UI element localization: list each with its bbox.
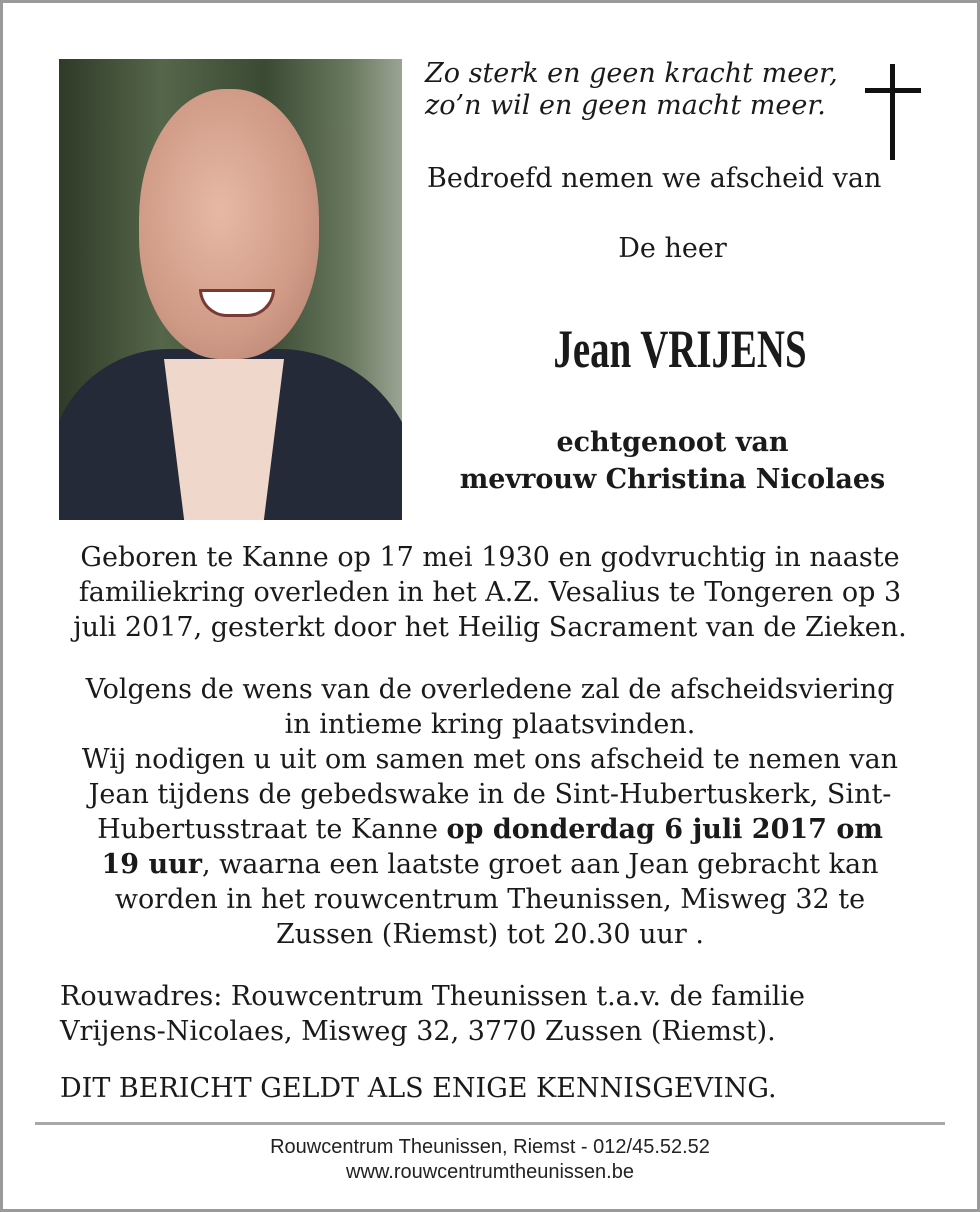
divider (35, 1122, 945, 1125)
paragraph-line: in intieme kring plaatsvinden. (284, 709, 696, 740)
spouse-text (420, 424, 925, 498)
paragraph-line: Wij nodigen u uit om samen met ons afscheid te nemen van (81, 744, 899, 775)
quote-line: Zo sterk en geen kracht meer, (425, 58, 838, 89)
portrait-photo (59, 59, 402, 520)
ceremony-paragraph (40, 672, 940, 952)
cross-icon (865, 64, 921, 160)
spouse-line: mevrouw Christina Nicolaes (459, 464, 886, 495)
notice-text: DIT BERICHT GELDT ALS ENIGE KENNISGEVING. (60, 1073, 777, 1104)
paragraph-line: Zussen (Riemst) tot 20.30 uur . (276, 919, 704, 950)
funeral-home-website[interactable]: www.rouwcentrumtheunissen.be (346, 1161, 634, 1183)
intro-text: Bedroefd nemen we afscheid van (427, 163, 882, 194)
paragraph-line (40, 847, 940, 882)
ceremony-time: 19 uur (101, 849, 202, 880)
address-line: Vrijens-Nicolaes, Misweg 32, 3770 Zussen (Riemst). (60, 1016, 776, 1047)
memorial-quote (425, 58, 838, 122)
text: Hubertusstraat te Kanne (97, 814, 447, 845)
paragraph-line: worden in het rouwcentrum Theunissen, Misweg 32 te (114, 884, 866, 915)
spouse-line: echtgenoot van (556, 427, 789, 458)
quote-line: zo’n wil en geen macht meer. (425, 90, 826, 121)
paragraph-line: juli 2017, gesterkt door het Heilig Sacrament van de Zieken. (73, 612, 907, 643)
title-text: De heer (618, 233, 727, 264)
paragraph-line: Jean tijdens de gebedswake in de Sint-Hubertuskerk, Sint- (88, 779, 892, 810)
footer (0, 1135, 980, 1185)
paragraph-line (40, 812, 940, 847)
mourning-address (60, 979, 805, 1049)
paragraph-line: Volgens de wens van de overledene zal de afscheidsviering (85, 674, 895, 705)
paragraph-line: Geboren te Kanne op 17 mei 1930 en godvruchtig in naaste (80, 542, 900, 573)
funeral-home-contact: Rouwcentrum Theunissen, Riemst - 012/45.52.52 (270, 1136, 710, 1158)
address-line: Rouwadres: Rouwcentrum Theunissen t.a.v. de familie (60, 981, 805, 1012)
ceremony-date: op donderdag 6 juli 2017 om (446, 814, 883, 845)
deceased-name: Jean VRIJENS (553, 319, 807, 379)
paragraph-line: familiekring overleden in het A.Z. Vesalius te Tongeren op 3 (78, 577, 902, 608)
photo-head (139, 89, 319, 359)
text: , waarna een laatste groet aan Jean gebracht kan (201, 849, 879, 880)
birth-death-paragraph (40, 540, 940, 645)
